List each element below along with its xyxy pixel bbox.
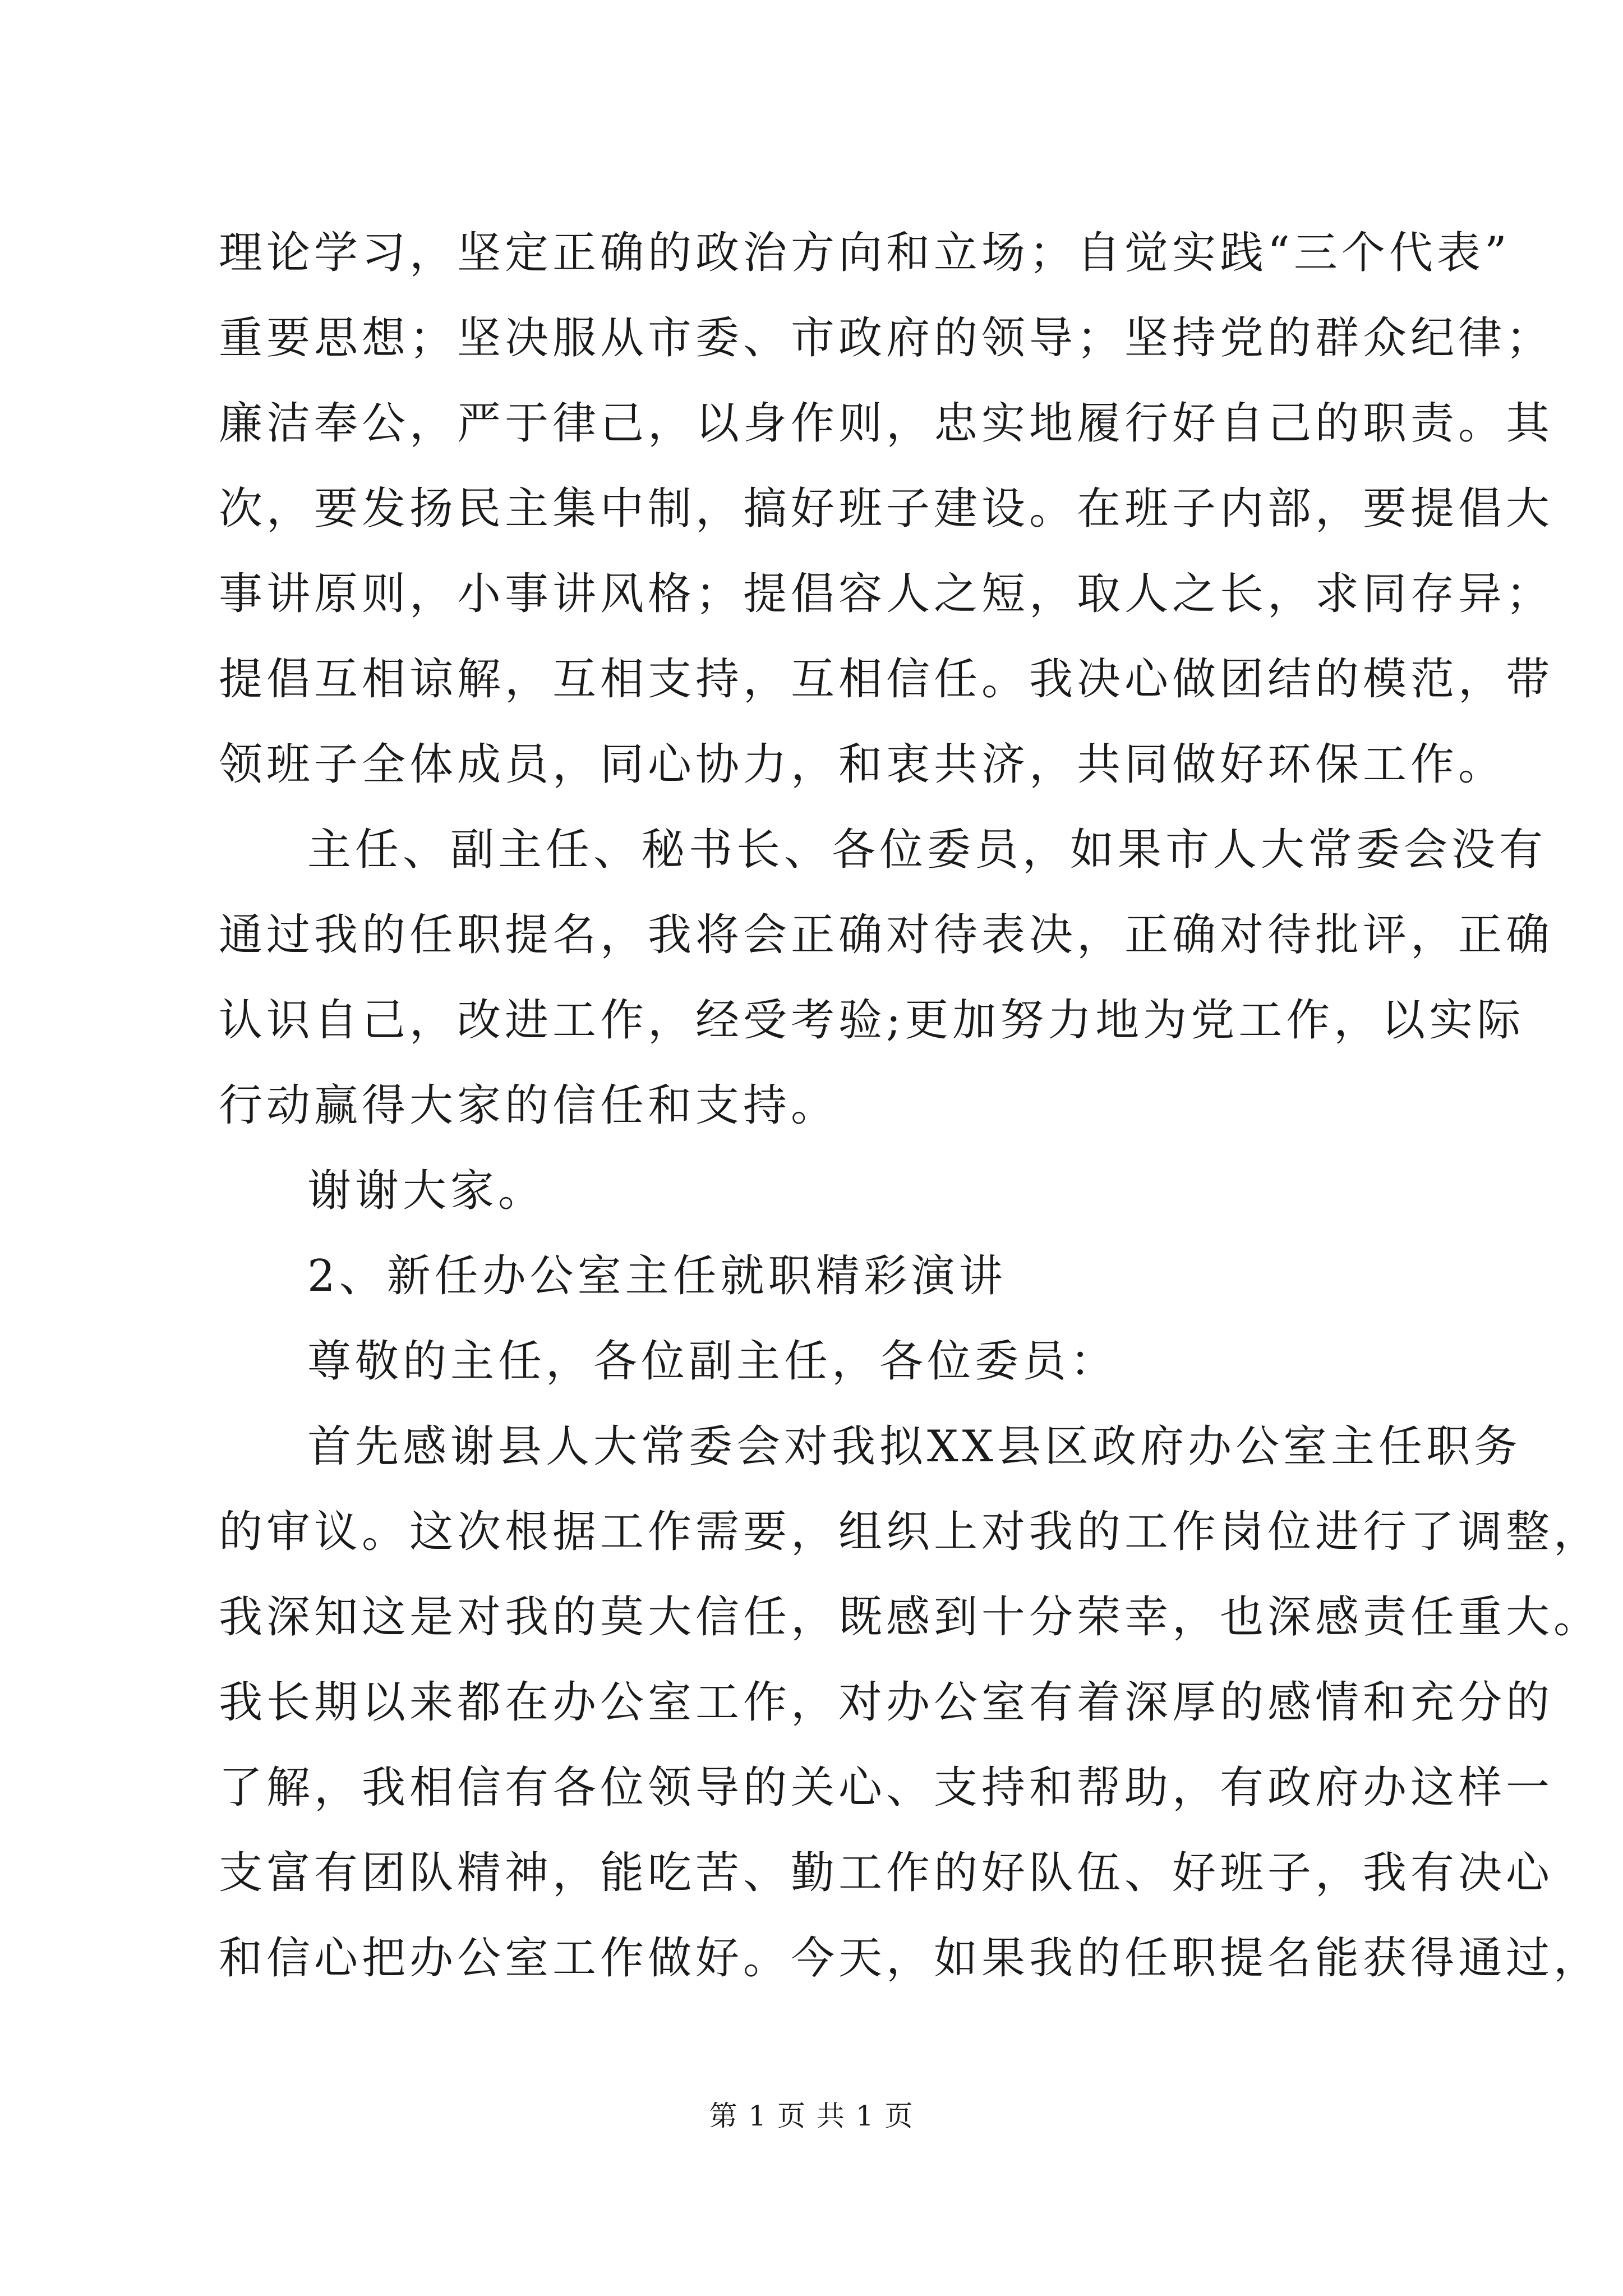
text-line: 廉洁奉公，严于律己，以身作则，忠实地履行好自己的职责。其: [219, 398, 1554, 449]
paragraph-first-line: 主任、副主任、秘书长、各位委员，如果市人大常委会没有: [307, 825, 1547, 875]
text-line: 通过我的任职提名，我将会正确对待表决，正确对待批评，正确: [219, 910, 1554, 960]
salutation: 尊敬的主任，各位副主任，各位委员：: [307, 1336, 1118, 1387]
section-heading: 2、新任办公室主任就职精彩演讲: [307, 1251, 1007, 1301]
text-line: 支富有团队精神，能吃苦、勤工作的好队伍、好班子，我有决心: [219, 1848, 1554, 1898]
text-line: 领班子全体成员，同心协力，和衷共济，共同做好环保工作。: [219, 739, 1506, 790]
text-line: 重要思想；坚决服从市委、市政府的领导；坚持党的群众纪律；: [219, 313, 1554, 364]
text-line: 次，要发扬民主集中制，搞好班子建设。在班子内部，要提倡大: [219, 484, 1554, 534]
text-line: 提倡互相谅解，互相支持，互相信任。我决心做团结的模范，带: [219, 654, 1554, 705]
page-footer: [0, 2099, 1623, 2133]
text-line: 我长期以来都在办公室工作，对办公室有着深厚的感情和充分的: [219, 1677, 1554, 1728]
text-line: 了解，我相信有各位领导的关心、支持和帮助，有政府办这样一: [219, 1763, 1554, 1813]
text-line: 我深知这是对我的莫大信任，既感到十分荣幸，也深感责任重大。: [219, 1592, 1602, 1642]
closing-remark: 谢谢大家。: [307, 1166, 546, 1216]
text-line: 的审议。这次根据工作需要，组织上对我的工作岗位进行了调整，: [219, 1507, 1602, 1557]
paragraph-first-line: 首先感谢县人大常委会对我拟XX县区政府办公室主任职务: [307, 1421, 1522, 1472]
text-line: 认识自己，改进工作，经受考验;更加努力地为党工作，以实际: [219, 995, 1525, 1046]
text-line: 和信心把办公室工作做好。今天，如果我的任职提名能获得通过，: [219, 1933, 1602, 1984]
document-body: [219, 210, 1602, 2001]
text-line: 行动赢得大家的信任和支持。: [219, 1080, 839, 1131]
text-line: 理论学习，坚定正确的政治方向和立场；自觉实践“三个代表”: [219, 228, 1511, 278]
text-line: 事讲原则，小事讲风格；提倡容人之短，取人之长，求同存异；: [219, 569, 1554, 619]
page-number: 第 1 页 共 1 页: [709, 2100, 914, 2132]
